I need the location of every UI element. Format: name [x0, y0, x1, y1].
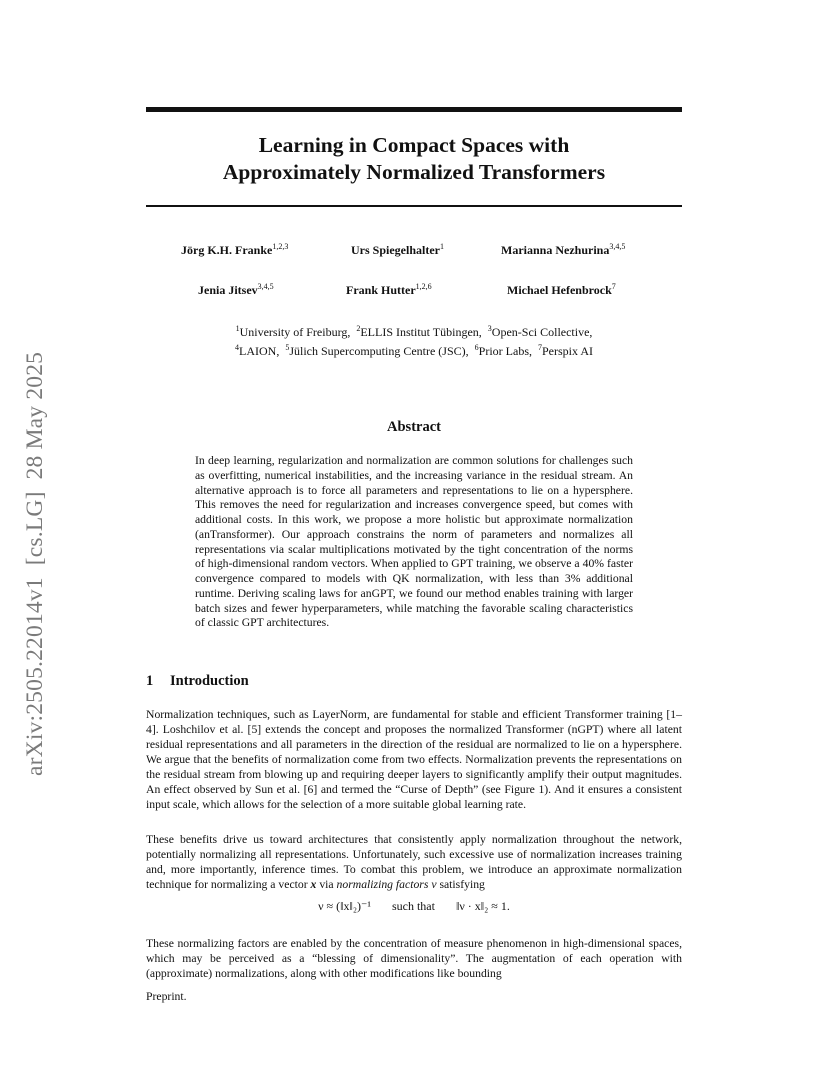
arxiv-category: [cs.LG]: [22, 491, 48, 566]
affiliations-line-1: $^1$University of Freiburg, $^2$ELLIS Institut Tübingen, $^3$Open-Sci Collective,: [235, 324, 593, 339]
section-number: 1: [146, 673, 154, 689]
arxiv-sidebar-stamp: [22, 352, 49, 776]
equation-right: ‖ν · x‖₂ ≈ 1.: [455, 899, 510, 913]
affiliations: [146, 321, 682, 359]
author-affil-sup: 1,2,6: [415, 282, 432, 291]
arxiv-id: arXiv:2505.22014v1: [22, 577, 48, 776]
intro-paragraph-3: These normalizing factors are enabled by the concentration of measure phenomenon in high-dimensional spaces, which may be perceived as a “blessing of dimensionality”. The augmentation of each operation with (approximate) normalizations, along with other modifications like bounding: [146, 937, 682, 980]
normalizing-factors-term: normalizing factors ν: [336, 878, 437, 891]
affiliation: Perspix AI: [541, 344, 593, 358]
affiliations-line-2: $^4$LAION, $^5$Jülich Supercomputing Centre (JSC), $^6$Prior Labs, $^7$Perspix AI: [235, 343, 593, 358]
affiliation: Open-Sci Collective,: [491, 325, 593, 339]
affiliation: Prior Labs,: [478, 344, 532, 358]
author: [501, 242, 625, 258]
affiliation: University of Freiburg,: [239, 325, 351, 339]
affiliation: ELLIS Institut Tübingen,: [360, 325, 482, 339]
title-line-2: Approximately Normalized Transformers: [222, 160, 606, 184]
section-heading: [146, 673, 249, 690]
affiliation: Jülich Supercomputing Centre (JSC),: [289, 344, 469, 358]
author-name: Marianna Nezhurina: [501, 243, 610, 257]
title-rule-top: [146, 107, 682, 112]
author-name: Jörg K.H. Franke: [181, 243, 273, 257]
intro-paragraph-2: These benefits drive us toward architectures that consistently apply normalization throughout the network, potentially normalizing all representations. Unfortunately, such excessive use of normalization increases training and, more importantly, inference times. To combat this problem, we introduce an approximate normalization technique for normalizing a vector x via normalizing factors ν satisfying: [146, 833, 682, 891]
section-title: Introduction: [170, 673, 249, 689]
equation: [146, 899, 682, 914]
vector-x: x: [310, 878, 317, 891]
author-name: Michael Hefenbrock: [507, 283, 612, 297]
author-affil-sup: 1,2,3: [272, 242, 289, 251]
affiliation: LAION,: [239, 344, 280, 358]
author-affil-sup: 3,4,5: [609, 242, 626, 251]
author-name: Jenia Jitsev: [198, 283, 258, 297]
author-name: Frank Hutter: [346, 283, 416, 297]
title-line-1: Learning in Compact Spaces with: [258, 133, 570, 157]
title-rule-bottom: [146, 205, 682, 207]
intro-paragraph-1: Normalization techniques, such as LayerNorm, are fundamental for stable and efficient Transformer training [1–4]. Loshchilov et al. [5] extends the concept and proposes the normalized Transformer (nGPT) where all latent residual representations and all parameters in the direction of the residual are normalized to lie on a hypersphere. We argue that the benefits of normalization come from two effects. Normalization prevents the representations on the residual stream from blowing up and requiring deeper layers to significantly amplify their output magnitudes. An effect observed by Sun et al. [6] and termed the “Curse of Depth” (see Figure 1). And it ensures a consistent input scale, which allows for the selection of a more suitable global learning rate.: [146, 708, 682, 811]
abstract-text: In deep learning, regularization and normalization are common solutions for challenges such as overfitting, numerical instabilities, and the increasing variance in the residual stream. An alternative approach is to force all parameters and representations to lie on a hypersphere. This removes the need for regularization and increases convergence speed, but comes with additional costs. In this work, we propose a more holistic but approximate normalization (anTransformer). Our approach constrains the norm of parameters and normalizes all representations via scalar multiplications motivated by the tight concentration of the norms of high-dimensional random vectors. When applied to GPT training, we observe a 40% faster convergence compared to models with QK normalization, with less than 3% additional runtime. Deriving scaling laws for anGPT, we found our method enables training with larger batch sizes and fewer hyperparameters, while matching the favorable scaling characteristics of classic GPT architectures.: [195, 454, 633, 630]
equation-middle: such that: [391, 899, 435, 913]
author: [346, 282, 432, 298]
equation-left: ν ≈ (‖x‖₂)⁻¹: [318, 899, 371, 913]
arxiv-date: 28 May 2025: [22, 351, 48, 480]
footer-preprint: Preprint.: [146, 990, 187, 1003]
author: [351, 242, 444, 258]
paper-title: [146, 132, 682, 186]
author-name: Urs Spiegelhalter: [351, 243, 440, 257]
abstract-heading: Abstract: [387, 419, 441, 435]
author: [181, 242, 288, 258]
author-affil-sup: 1: [440, 242, 444, 251]
author: [198, 282, 274, 298]
author-affil-sup: 7: [611, 282, 616, 291]
author-affil-sup: 3,4,5: [257, 282, 274, 291]
author: [507, 282, 616, 298]
